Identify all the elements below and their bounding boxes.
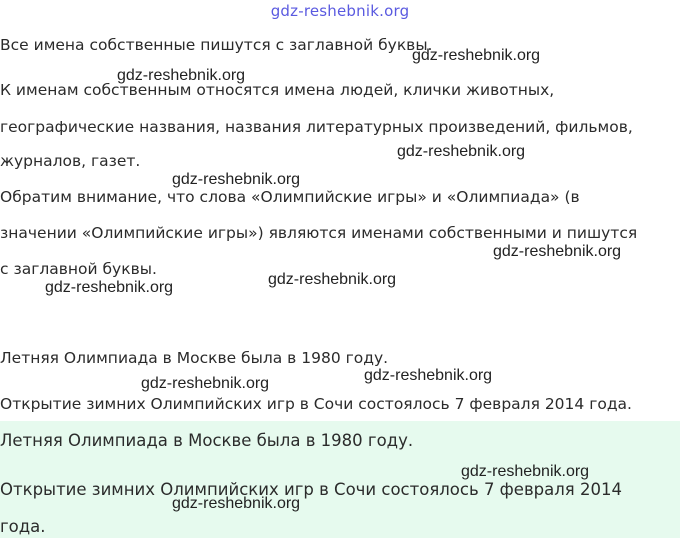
- watermark: gdz-reshebnik.org: [412, 47, 541, 64]
- answer-line: Летняя Олимпиада в Москве была в 1980 году.: [0, 431, 414, 450]
- watermark: gdz-reshebnik.org: [45, 279, 174, 296]
- watermark: gdz-reshebnik.org: [172, 171, 301, 188]
- watermark: gdz-reshebnik.org: [117, 67, 246, 84]
- rule-line: с заглавной буквы.: [0, 260, 157, 278]
- exercise-line: Летняя Олимпиада в Москве была в 1980 году.: [0, 349, 389, 367]
- rule-line: географические названия, названия литературных произведений, фильмов,: [0, 118, 633, 136]
- answer-line: Открытие зимних Олимпийских игр в Сочи состоялось 7 февраля 2014: [0, 480, 622, 499]
- answer-box: [0, 421, 680, 538]
- exercise-line: Открытие зимних Олимпийских игр в Сочи состоялось 7 февраля 2014 года.: [0, 395, 632, 413]
- watermark: gdz-reshebnik.org: [268, 271, 397, 288]
- watermark: gdz-reshebnik.org: [397, 143, 526, 160]
- watermark: gdz-reshebnik.org: [141, 375, 270, 392]
- watermark: gdz-reshebnik.org: [172, 495, 301, 512]
- header-watermark: gdz-reshebnik.org: [270, 2, 410, 20]
- rule-line: К именам собственным относятся имена людей, клички животных,: [0, 81, 555, 99]
- rule-line: Обратим внимание, что слова «Олимпийские игры» и «Олимпиада» (в: [0, 188, 580, 206]
- rule-line: журналов, газет.: [0, 152, 141, 170]
- answer-line: года.: [0, 517, 46, 536]
- rule-line: значении «Олимпийские игры») являются именами собственными и пишутся: [0, 224, 638, 242]
- rule-line: Все имена собственные пишутся с заглавной буквы.: [0, 36, 433, 54]
- watermark: gdz-reshebnik.org: [461, 463, 590, 480]
- watermark: gdz-reshebnik.org: [493, 243, 622, 260]
- watermark: gdz-reshebnik.org: [364, 367, 493, 384]
